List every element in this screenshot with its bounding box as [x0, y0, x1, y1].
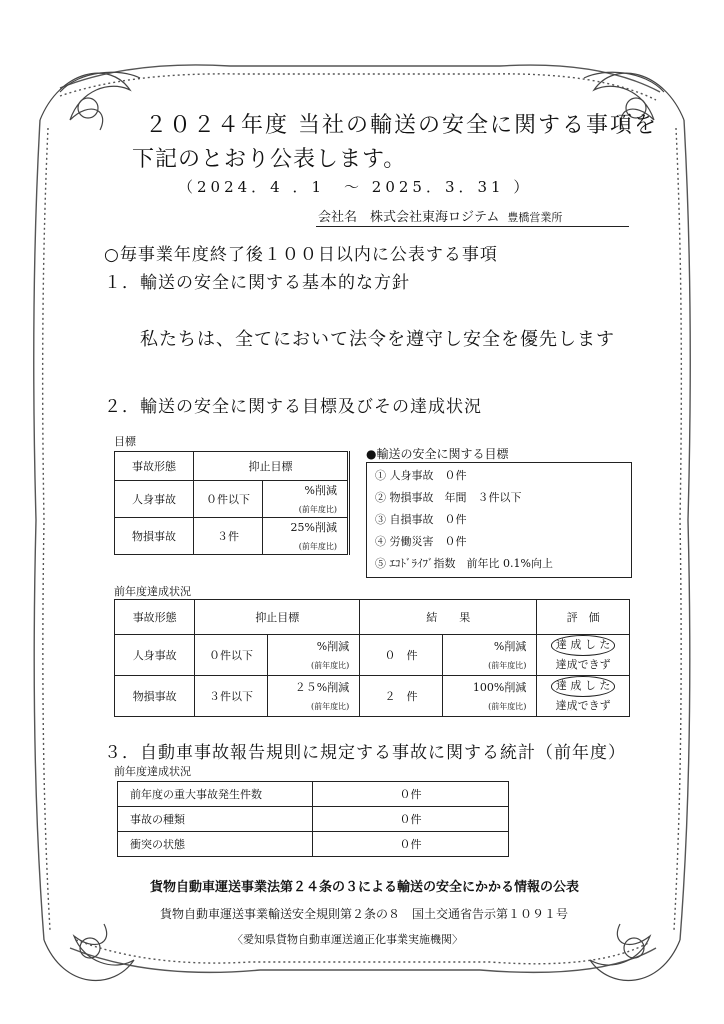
company-underline	[316, 226, 629, 227]
target-note: (前年度比)	[298, 541, 337, 551]
intro-heading: ○毎事業年度終了後１００日以内に公表する事項	[104, 245, 498, 265]
result-note: (前年度比)	[488, 660, 527, 670]
target-pct-cell	[263, 518, 349, 555]
goals-heading: ●輸送の安全に関する目標	[366, 447, 509, 461]
company-label: 会社名 株式会社東海ロジテム	[318, 210, 500, 225]
header-cell: 事故形態	[115, 452, 194, 481]
evaluation-cell	[537, 676, 630, 717]
footer-agency: 〈愛知県貨物自動車運送適正化事業実施機関〉	[232, 933, 463, 946]
goal-item: ④ 労働災害 ０件	[375, 535, 467, 548]
table-row	[115, 676, 630, 717]
table-header-row	[115, 600, 630, 635]
table-row	[118, 782, 509, 807]
accident-type: 人身事故	[115, 635, 195, 676]
result-pct: %削減	[493, 639, 527, 653]
accident-type: 物損事故	[115, 676, 195, 717]
goal-item: ⑤ ｴｺﾄﾞﾗｲﾌﾞ指数 前年比 0.1%向上	[375, 557, 553, 570]
target-pct: ２５%削減	[294, 680, 350, 694]
result-value: ２ 件	[360, 676, 442, 717]
result-pct-cell	[442, 635, 537, 676]
target-value: ０件以下	[195, 635, 267, 676]
header-cell: 評 価	[537, 600, 630, 635]
target-pct: 25%削減	[290, 521, 337, 535]
target-note: (前年度比)	[298, 504, 337, 514]
table-row	[118, 832, 509, 857]
achievement-label: 前年度達成状況	[114, 585, 191, 598]
section2-heading: ２．輸送の安全に関する目標及びその達成状況	[104, 397, 482, 417]
goal-item: ② 物損事故 年間 ３件以下	[375, 491, 522, 504]
statistics-label: 前年度達成状況	[114, 765, 191, 778]
eval-achieved: 達 成 し た	[551, 635, 616, 656]
target-value: ０件以下	[194, 481, 263, 518]
table-row	[118, 807, 509, 832]
table-header-row	[115, 452, 349, 481]
result-pct: 100%削減	[472, 680, 527, 694]
header-cell: 抑止目標	[194, 452, 349, 481]
target-pct: %削減	[316, 639, 350, 653]
targets-label: 目標	[114, 435, 136, 448]
goal-item: ① 人身事故 ０件	[375, 469, 467, 482]
table-row	[115, 518, 349, 555]
stat-label: 前年度の重大事故発生件数	[118, 782, 313, 807]
result-value: ０ 件	[360, 635, 442, 676]
target-note: (前年度比)	[311, 660, 350, 670]
table-row	[115, 635, 630, 676]
reporting-period: （2024．4 ．1 ～ 2025．3．31 ）	[178, 178, 533, 196]
target-pct-cell	[267, 635, 360, 676]
stat-value: ０件	[313, 782, 509, 807]
eval-not-achieved: 達成できず	[555, 658, 611, 671]
page-title: ２０２４年度 当社の輸送の安全に関する事項を	[145, 113, 658, 138]
safety-policy: 私たちは、全てにおいて法令を遵守し安全を優先します	[140, 329, 615, 350]
target-value: ３件	[194, 518, 263, 555]
page-subtitle: 下記のとおり公表します。	[132, 147, 407, 172]
accident-type: 人身事故	[115, 481, 194, 518]
target-pct-cell	[267, 676, 360, 717]
stat-label: 事故の種類	[118, 807, 313, 832]
eval-achieved: 達 成 し た	[551, 676, 616, 697]
evaluation-cell	[537, 635, 630, 676]
stat-value: ０件	[313, 832, 509, 857]
target-pct: %削減	[304, 484, 337, 497]
footer-legal-basis: 貨物自動車運送事業法第２４条の３による輸送の安全にかかる情報の公表	[150, 880, 580, 895]
header-cell: 抑止目標	[195, 600, 360, 635]
accident-statistics-table	[117, 781, 509, 857]
target-note: (前年度比)	[311, 701, 350, 711]
branch-name: 豊橋営業所	[507, 211, 563, 224]
target-value: ３件以下	[195, 676, 267, 717]
result-note: (前年度比)	[488, 701, 527, 711]
achievement-table	[114, 599, 630, 717]
accident-type: 物損事故	[115, 518, 194, 555]
footer-regulation: 貨物自動車運送事業輸送安全規則第２条の８ 国土交通省告示第１０９１号	[160, 907, 569, 921]
result-pct-cell	[442, 676, 537, 717]
stat-label: 衝突の状態	[118, 832, 313, 857]
company-name	[318, 206, 562, 225]
header-cell: 結 果	[360, 600, 537, 635]
table-row	[115, 481, 349, 518]
eval-not-achieved: 達成できず	[555, 699, 611, 712]
targets-table	[114, 451, 350, 555]
goal-item: ③ 自損事故 ０件	[375, 513, 467, 526]
stat-value: ０件	[313, 807, 509, 832]
section1-heading: １．輸送の安全に関する基本的な方針	[104, 273, 410, 293]
header-cell: 事故形態	[115, 600, 195, 635]
goals-list	[366, 462, 632, 578]
target-pct-cell	[263, 481, 349, 518]
section3-heading: ３．自動車事故報告規則に規定する事故に関する統計（前年度）	[104, 743, 626, 763]
